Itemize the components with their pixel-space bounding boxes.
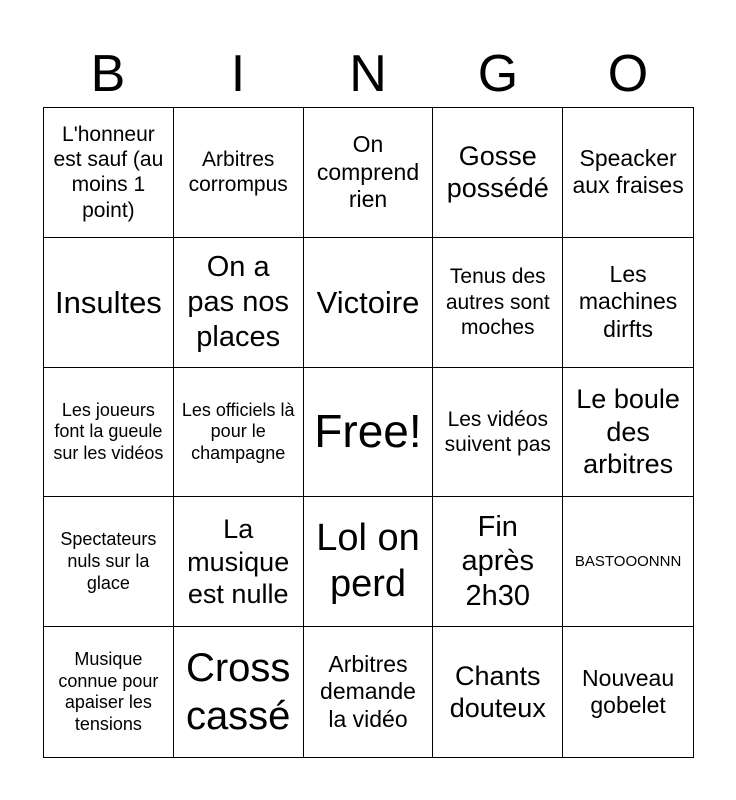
- bingo-cell-text: Cross cassé: [185, 646, 291, 739]
- header-letter-g: G: [477, 45, 519, 103]
- bingo-board: [43, 107, 694, 758]
- bingo-cell[interactable]: [174, 627, 304, 757]
- free-space-cell[interactable]: [304, 368, 434, 498]
- bingo-cell-text: Victoire: [316, 284, 420, 320]
- bingo-cell-text: Nouveau gobelet: [582, 664, 675, 719]
- bingo-cell[interactable]: [563, 627, 693, 757]
- bingo-cell[interactable]: [563, 497, 693, 627]
- bingo-cell-text: Le boule des arbitres: [576, 384, 680, 480]
- bingo-cell[interactable]: [433, 108, 563, 238]
- bingo-cell-text: Les officiels là pour le champagne: [181, 399, 295, 463]
- bingo-cell[interactable]: [433, 368, 563, 498]
- bingo-cell-text: BASTOOONNN: [574, 552, 682, 570]
- bingo-cell[interactable]: [44, 497, 174, 627]
- bingo-cell-text: Insultes: [54, 284, 162, 320]
- bingo-cell[interactable]: [563, 368, 693, 498]
- bingo-cell-text: Chants douteux: [449, 660, 546, 724]
- bingo-cell[interactable]: [433, 238, 563, 368]
- header-letter-b: B: [90, 45, 126, 103]
- bingo-cell-text: Les joueurs font la gueule sur les vidéos: [53, 399, 164, 463]
- bingo-cell-text: Musique connue pour apaiser les tensions: [58, 648, 159, 734]
- bingo-cell[interactable]: [44, 627, 174, 757]
- bingo-cell-text: La musique est nulle: [187, 514, 290, 609]
- bingo-cell-text: On a pas nos places: [187, 251, 289, 353]
- bingo-cell-text: Speacker aux fraises: [572, 144, 684, 199]
- bingo-cell[interactable]: [44, 368, 174, 498]
- header-letter-n: N: [349, 45, 387, 103]
- bingo-cell[interactable]: [174, 108, 304, 238]
- bingo-cell-text: Les vidéos suivent pas: [444, 407, 551, 456]
- bingo-cell[interactable]: [174, 368, 304, 498]
- bingo-cell-text: Arbitres corrompus: [188, 148, 288, 197]
- bingo-cell[interactable]: [44, 238, 174, 368]
- header-letter-i: I: [230, 45, 246, 103]
- bingo-cell[interactable]: [563, 108, 693, 238]
- bingo-cell-text: Arbitres demande la vidéo: [320, 650, 416, 732]
- bingo-cell[interactable]: [174, 238, 304, 368]
- header-letter-o: O: [607, 45, 649, 103]
- bingo-cell[interactable]: [433, 627, 563, 757]
- bingo-cell[interactable]: [304, 108, 434, 238]
- bingo-cell[interactable]: [304, 497, 434, 627]
- bingo-cell[interactable]: [433, 497, 563, 627]
- bingo-cell[interactable]: [44, 108, 174, 238]
- bingo-cell-text: Les machines dirfts: [578, 260, 678, 342]
- bingo-header: [43, 40, 693, 108]
- bingo-cell[interactable]: [563, 238, 693, 368]
- bingo-cell-text: Fin après 2h30: [461, 510, 535, 613]
- bingo-cell-text: Lol on perd: [316, 517, 420, 605]
- bingo-cell-text: L'honneur est sauf (au moins 1 point): [53, 123, 164, 222]
- bingo-cell[interactable]: [304, 627, 434, 757]
- bingo-cell-text: Free!: [314, 405, 422, 458]
- bingo-cell[interactable]: [304, 238, 434, 368]
- bingo-cell[interactable]: [174, 497, 304, 627]
- bingo-cell-text: On comprend rien: [316, 131, 420, 213]
- bingo-cell-text: Spectateurs nuls sur la glace: [60, 529, 157, 593]
- bingo-cell-text: Tenus des autres sont moches: [445, 265, 550, 339]
- bingo-cell-text: Gosse possédé: [446, 141, 549, 204]
